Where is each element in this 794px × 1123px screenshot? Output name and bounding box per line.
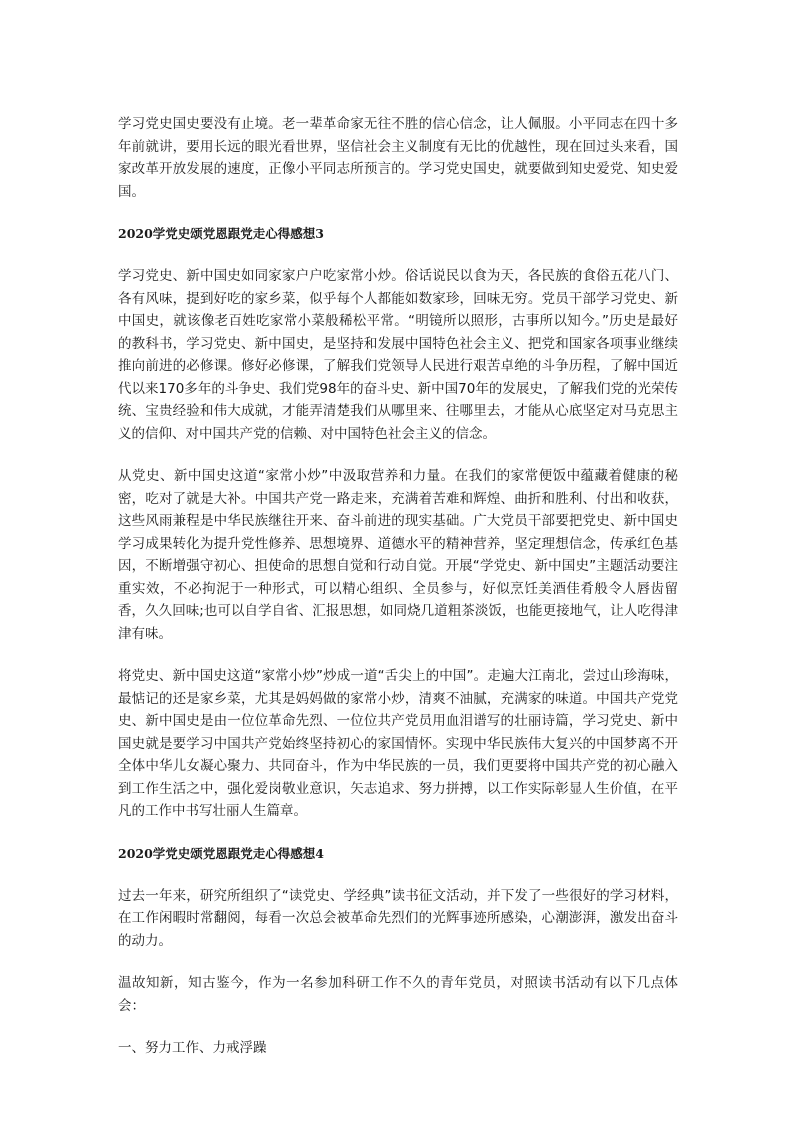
- paragraph: 过去一年来，研究所组织了“读党史、学经典”读书征文活动，并下发了一些很好的学习材料，在工作闲暇时常翻阅，每看一次总会被革命先烈们的光辉事迹所感染，心潮澎湃，激发出奋斗的动力。: [118, 887, 678, 949]
- section-heading: 2020学党史颂党恩跟党走心得感想4: [118, 845, 324, 861]
- paragraph: 温故知新，知古鉴今，作为一名参加科研工作不久的青年党员，对照读书活动有以下几点体会：: [118, 975, 678, 1014]
- paragraph: 学习党史、新中国史如同家家户户吃家常小炒。俗话说民以食为天，各民族的食俗五花八门、各有风味，提到好吃的家乡菜，似乎每个人都能如数家珍，回味无穷。党员干部学习党史、新中国史，就该像老百姓吃家常小菜般稀松平常。“明镜所以照形，古事所以知今。”历史是最好的教科书，学习党史、新中国史，是坚持和发展中国特色社会主义、把党和国家各项事业继续推向前进的必修课。修好必修课，了解我们党领导人民进行艰苦卓绝的斗争历程，了解中国近代以来170多年的斗争史、我们党98年的奋斗史、新中国70年的发展史，了解我们党的光荣传统、宝贵经验和伟大成就，才能弄清楚我们从哪里来、往哪里去，才能从心底坚定对马克思主义的信仰、对中国共产党的信赖、对中国特色社会主义的信念。: [118, 268, 678, 442]
- document-body: [118, 113, 678, 1080]
- paragraph: 将党史、新中国史这道“家常小炒”炒成一道“舌尖上的中国”。走遍大江南北，尝过山珍海味，最惦记的还是家乡菜，尤其是妈妈做的家常小炒，清爽不油腻，充满家的味道。中国共产党党史、新中国史是由一位位革命先烈、一位位共产党员用血泪谱写的壮丽诗篇，学习党史、新中国史就是要学习中国共产党始终坚持初心的家国情怀。实现中华民族伟大复兴的中国梦离不开全体中华儿女凝心聚力、共同奋斗，作为中华民族的一员，我们更要将中国共产党的初心融入到工作生活之中，强化爱岗敬业意识，矢志追求、努力拼搏，以工作实际彰显人生价值，在平凡的工作中书写壮丽人生篇章。: [118, 668, 678, 819]
- section-heading: 2020学党史颂党恩跟党走心得感想3: [118, 226, 324, 241]
- paragraph: 学习党史国史要没有止境。老一辈革命家无往不胜的信心信念，让人佩服。小平同志在四十多年前就讲，要用长远的眼光看世界，坚信社会主义制度有无比的优越性，现在回过头来看，国家改革开放发展的速度，正像小平同志所预言的。学习党史国史，就要做到知史爱党、知史爱国。: [118, 116, 678, 200]
- paragraph: 一、努力工作、力戒浮躁: [118, 1040, 267, 1056]
- paragraph: 从党史、新中国史这道“家常小炒”中汲取营养和力量。在我们的家常便饭中蕴藏着健康的秘密，吃对了就是大补。中国共产党一路走来，充满着苦难和辉煌、曲折和胜利、付出和收获，这些风雨兼程是中华民族继往开来、奋斗前进的现实基础。广大党员干部要把党史、新中国史学习成果转化为提升党性修养、思想境界、道德水平的精神营养，坚定理想信念，传承红色基因，不断增强守初心、担使命的思想自觉和行动自觉。开展“学党史、新中国史”主题活动要注重实效，不必拘泥于一种形式，可以精心组织、全员参与，好似烹饪美酒佳肴般令人唇齿留香，久久回味;也可以自学自省、汇报思想，如同烧几道粗茶淡饭，也能更接地气，让人吃得津津有味。: [118, 468, 678, 642]
